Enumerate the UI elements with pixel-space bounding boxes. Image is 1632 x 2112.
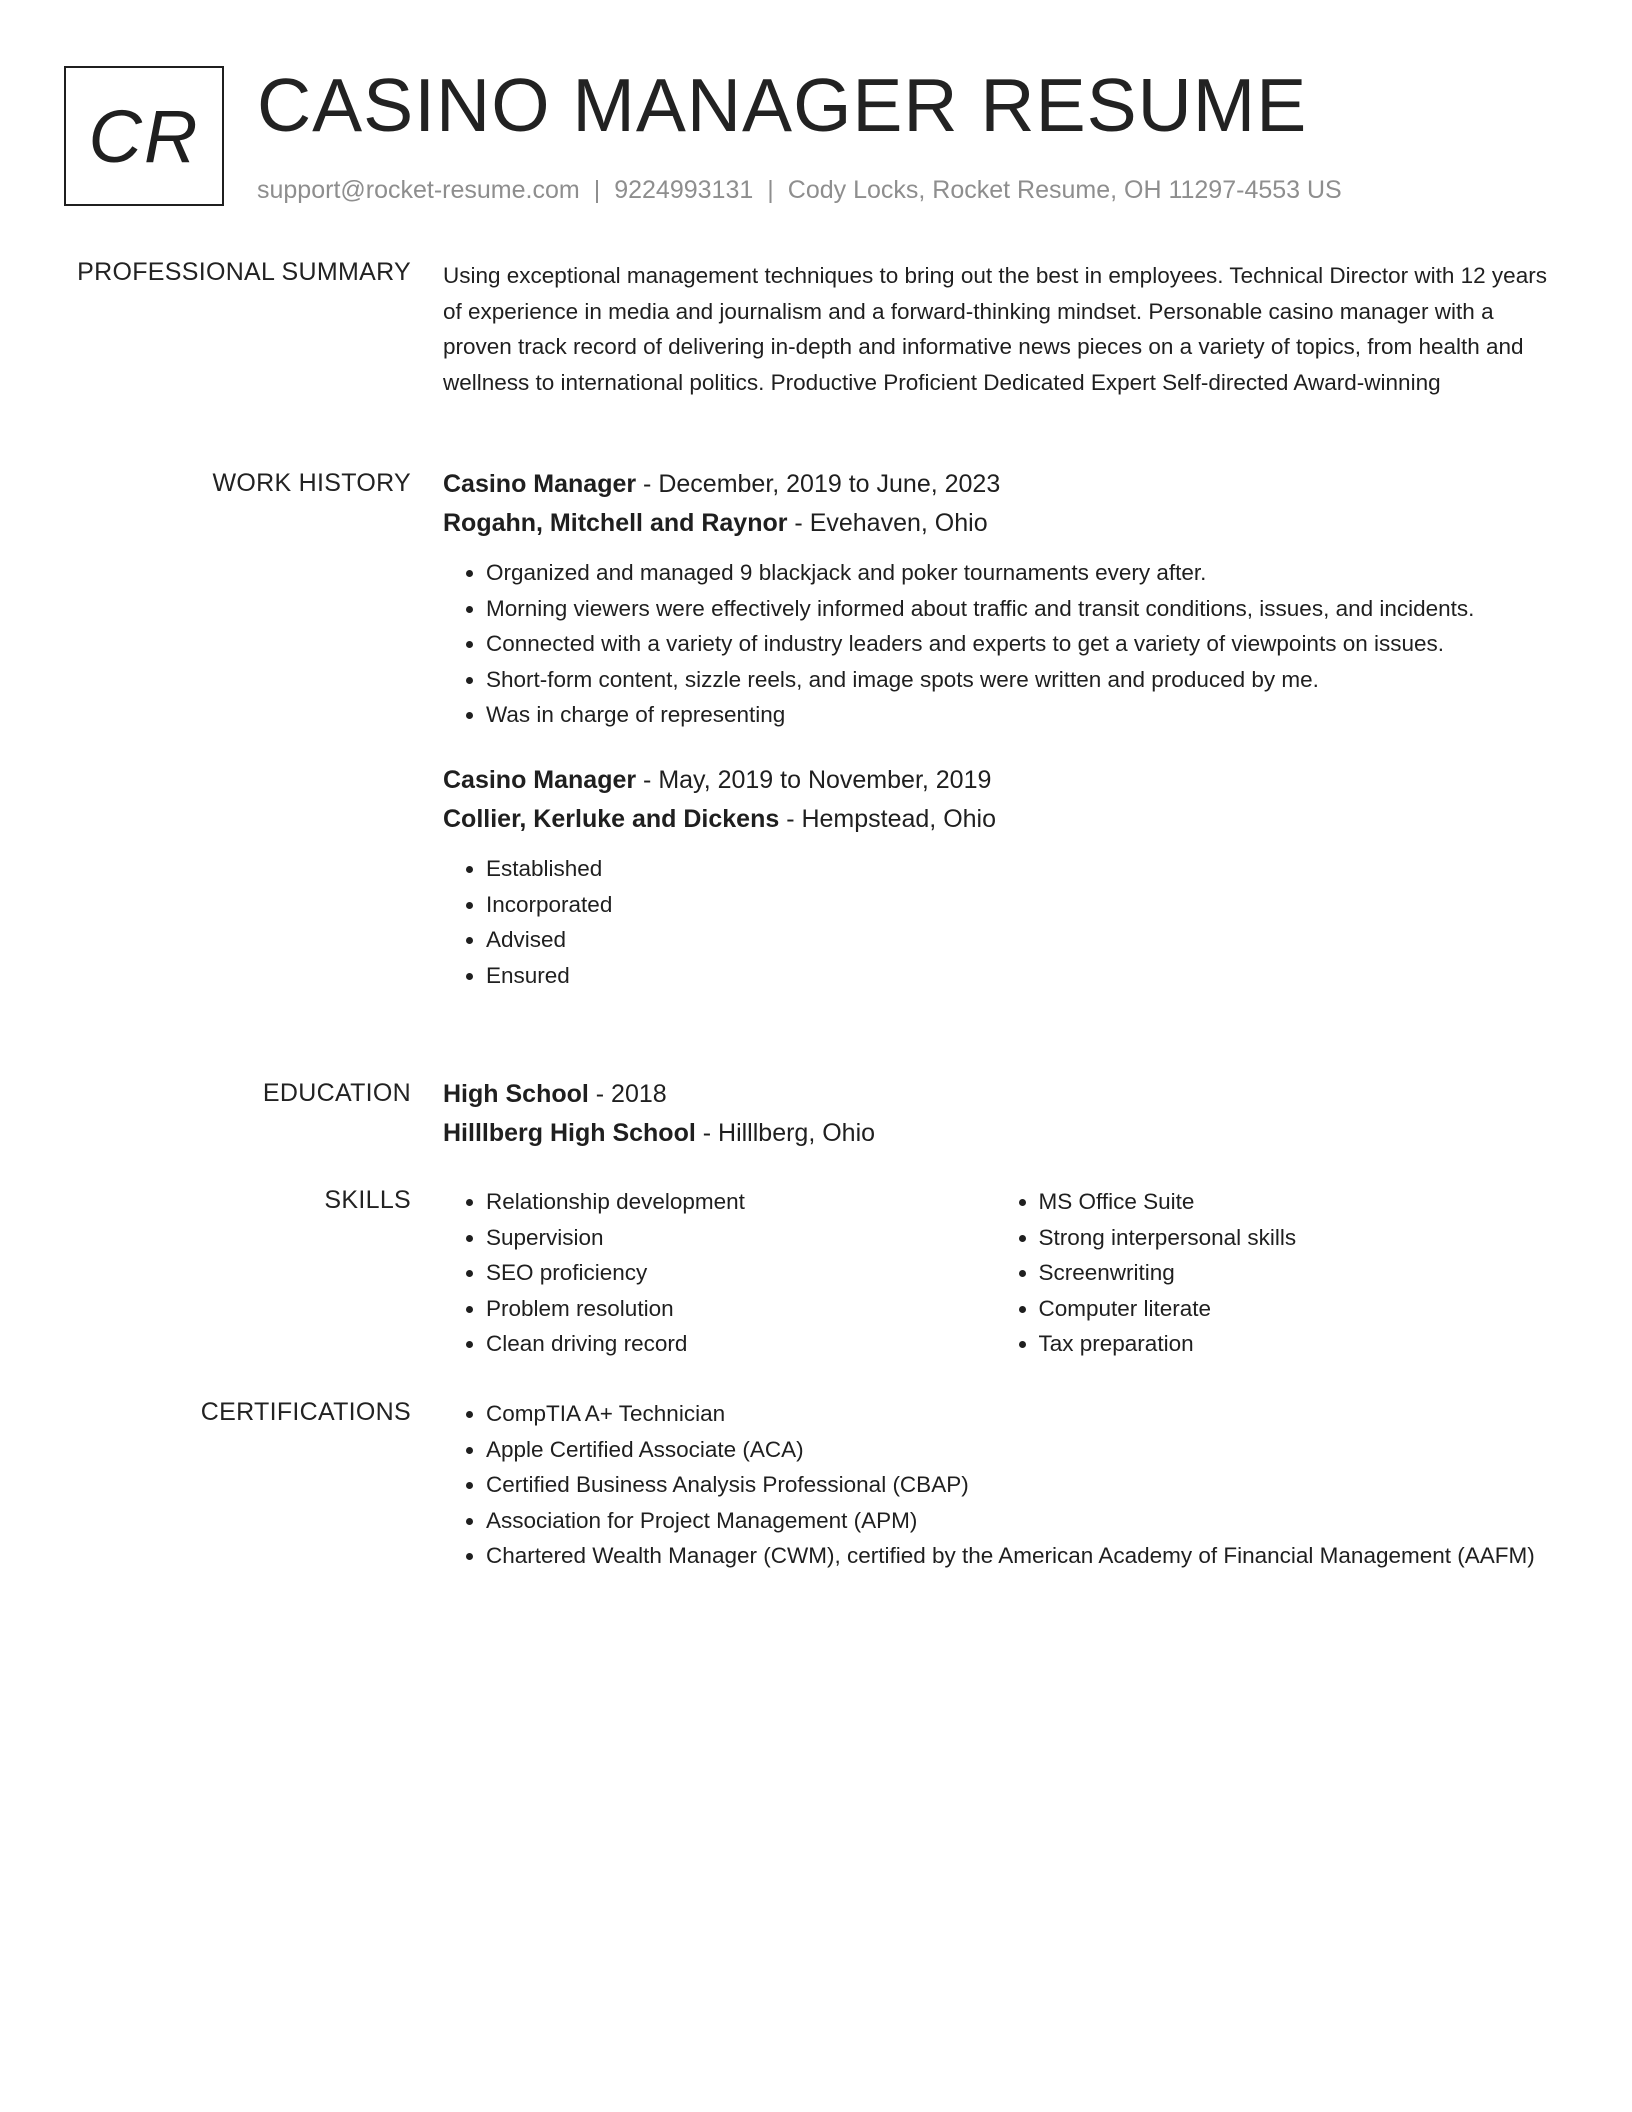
list-item: • Tax preparation	[1039, 1326, 1549, 1362]
list-item: • SEO proficiency	[486, 1255, 996, 1291]
job-company-line	[443, 800, 1548, 839]
education-school: Hilllberg High School	[443, 1119, 696, 1147]
contact-line	[257, 174, 1342, 207]
skills-heading: SKILLS	[324, 1186, 411, 1214]
skills-columns	[443, 1184, 1548, 1362]
list-item: • Problem resolution	[486, 1291, 996, 1327]
resume-header	[64, 64, 1564, 214]
list-item: • Established	[486, 851, 1548, 887]
job-bullet-list	[443, 851, 1548, 993]
job-title: Casino Manager	[443, 765, 637, 794]
education-degree-line	[443, 1075, 1548, 1114]
list-item: • Ensured	[486, 958, 1548, 994]
list-item: • Strong interpersonal skills	[1039, 1220, 1549, 1256]
work-history-heading: WORK HISTORY	[212, 469, 411, 497]
list-item: • Computer literate	[1039, 1291, 1549, 1327]
job-company-line	[443, 504, 1548, 543]
list-item: • Organized and managed 9 blackjack and poker tournaments every after.	[486, 555, 1548, 591]
list-item: • Apple Certified Associate (ACA)	[486, 1432, 1548, 1468]
education-school-line	[443, 1114, 1548, 1153]
list-item: • Connected with a variety of industry leaders and experts to get a variety of viewpoints on issues.	[486, 626, 1548, 662]
job-location: - Evehaven, Ohio	[787, 509, 988, 537]
page-title: CASINO MANAGER RESUME	[257, 63, 1308, 147]
job-entry	[443, 465, 1548, 733]
job-bullet-list	[443, 555, 1548, 733]
list-item: • Association for Project Management (APM)	[486, 1503, 1548, 1539]
summary-heading: PROFESSIONAL SUMMARY	[77, 258, 411, 286]
education-location: - Hilllberg, Ohio	[695, 1119, 876, 1147]
list-item: • Short-form content, sizzle reels, and image spots were written and produced by me.	[486, 662, 1548, 698]
list-item: • Screenwriting	[1039, 1255, 1549, 1291]
job-company: Rogahn, Mitchell and Raynor	[443, 509, 788, 537]
monogram-logo: CR	[64, 66, 224, 206]
list-item: • Clean driving record	[486, 1326, 996, 1362]
list-item: • CompTIA A+ Technician	[486, 1396, 1548, 1432]
summary-text: Using exceptional management techniques to bring out the best in employees. Technical Director with 12 years of experience in media and journalism and a forward-thinking mindset. Personable casino manager with a proven track record of delivering in-depth and informative news pieces on a variety of topics, from health and wellness to international politics. Productive Proficient Dedicated Expert Self-directed Award-winning	[443, 263, 1547, 395]
education-year: - 2018	[588, 1080, 667, 1108]
job-dates: - December, 2019 to June, 2023	[636, 470, 1001, 498]
job-entry	[443, 761, 1548, 993]
list-item: • Relationship development	[486, 1184, 996, 1220]
job-location: - Hempstead, Ohio	[779, 804, 997, 833]
list-item: • Morning viewers were effectively informed about traffic and transit conditions, issues, and incidents.	[486, 591, 1548, 627]
job-title-line	[443, 465, 1548, 504]
contact-email[interactable]: support@rocket-resume.com	[257, 176, 580, 204]
list-item: • Certified Business Analysis Professional (CBAP)	[486, 1467, 1548, 1503]
list-item: • MS Office Suite	[1039, 1184, 1549, 1220]
list-item: • Chartered Wealth Manager (CWM), certified by the American Academy of Financial Management (AAFM)	[486, 1538, 1548, 1574]
list-item: • Advised	[486, 922, 1548, 958]
job-company: Collier, Kerluke and Dickens	[443, 804, 780, 833]
job-title: Casino Manager	[443, 470, 637, 498]
contact-separator: |	[593, 176, 601, 204]
contact-address: Cody Locks, Rocket Resume, OH 11297-4553 US	[787, 176, 1342, 204]
contact-separator: |	[767, 176, 774, 204]
certifications-list	[443, 1396, 1548, 1574]
education-degree: High School	[443, 1080, 589, 1108]
skills-list-right	[996, 1184, 1549, 1362]
education-heading: EDUCATION	[262, 1079, 411, 1107]
contact-phone[interactable]: 9224993131	[614, 176, 754, 204]
job-dates: - May, 2019 to November, 2019	[636, 765, 992, 794]
list-item: • Supervision	[486, 1220, 996, 1256]
certifications-heading: CERTIFICATIONS	[200, 1398, 411, 1426]
list-item: • Was in charge of representing	[486, 697, 1548, 733]
skills-list-left	[443, 1184, 996, 1362]
list-item: • Incorporated	[486, 887, 1548, 923]
job-title-line	[443, 761, 1548, 800]
